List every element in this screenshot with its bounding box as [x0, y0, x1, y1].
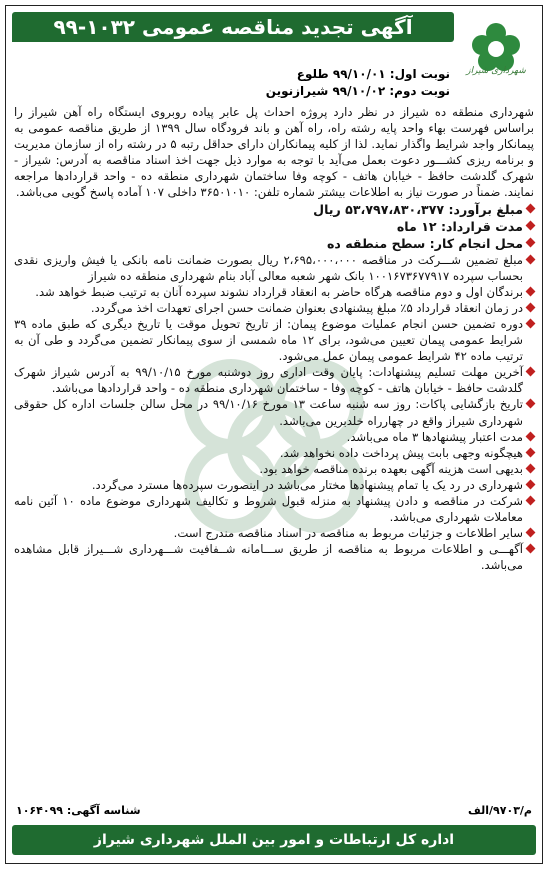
bullet-icon: [526, 399, 536, 409]
list-item: مدت اعتبار پیشنهادها ۳ ماه می‌باشد.: [14, 429, 534, 445]
bullet-icon: [526, 254, 536, 264]
list-item: آخرین مهلت تسلیم پیشنهادات: پایان وقت اداری روز دوشنبه مورخ ۹۹/۱۰/۱۵ به آدرس شیراز شهرک گلدشت حافظ - خیابان هاتف - کوچه وفا - ساختمان شهرداری منطقه ده - واحد قراردادها می‌باشد.: [14, 364, 534, 396]
work-location: محل انجام کار: سطح منطقه ده: [14, 235, 534, 252]
list-item: مبلغ تضمین شـــرکت در مناقصه ۲،۶۹۵،۰۰۰،۰۰۰ ریال بصورت ضمانت نامه بانکی یا فیش واریزی نقدی بحساب سپرده ۱۰۰۱۶۷۳۶۷۷۹۱۷ بانک شهر شعبه معالی آباد بنام شهرداری منطقه ده شیراز: [14, 252, 534, 284]
second-publication: نوبت دوم: ۹۹/۱۰/۰۲ شیرازنوین: [265, 84, 450, 98]
list-item: هیچگونه وجهی بابت پیش پرداخت داده نخواهد شد.: [14, 445, 534, 461]
list-item: برندگان اول و دوم مناقصه هرگاه حاضر به انعقاد قرارداد نشوند سپرده آنان به ترتیب ضبط خواهد شد.: [14, 284, 534, 300]
list-item: در زمان انعقاد قرارداد ۵٪ مبلغ پیشنهادی بعنوان ضمانت حسن اجرای تعهدات اخذ می‌گردد.: [14, 300, 534, 316]
bullet-icon: [526, 463, 536, 473]
notice-title: آگهی تجدید مناقصه عمومی ۱۰۳۲-۹۹: [12, 12, 454, 42]
bullet-icon: [526, 367, 536, 377]
bullet-icon: [526, 544, 536, 554]
bullet-icon: [526, 203, 536, 213]
tender-notice: [5, 5, 543, 864]
bullet-icon: [526, 286, 536, 296]
list-item: شهرداری در رد یک یا تمام پیشنهادها مختار می‌باشد در اینصورت سپرده‌ها مسترد می‌گردد.: [14, 477, 534, 493]
list-item: آگهـــی و اطلاعات مربوط به مناقصه از طریق ســـامانه شــفافیت شـــهرداری شـــیراز قابل مشاهده می‌باشد.: [14, 541, 534, 573]
bullet-icon: [526, 479, 536, 489]
bullet-icon: [526, 496, 536, 506]
list-item: بدیهی است هزینه آگهی بعهده برنده مناقصه خواهد بود.: [14, 461, 534, 477]
list-item: دوره تضمین حسن انجام عملیات موضوع پیمان: از تاریخ تحویل موقت یا تاریخ دیگری که طبق ماده ۳۹ شرایط عمومی پیمان تعیین می‌شود، برای ۱۲ ماه شمسی از سوی پیمانکار تضمین می‌گردد و طی آن به ترتیب ماده ۴۲ شرایط عمومی پیمان عمل می‌شود.: [14, 316, 534, 364]
bullet-icon: [526, 318, 536, 328]
estimate-amount: مبلغ برآورد: ۵۳،۷۹۷،۸۳۰،۳۷۷ ریال: [14, 201, 534, 218]
bullet-icon: [526, 220, 536, 230]
contract-duration: مدت قرارداد: ۱۲ ماه: [14, 218, 534, 235]
list-item: سایر اطلاعات و جزئیات مربوط به مناقصه در اسناد مناقصه مندرج است.: [14, 525, 534, 541]
intro-paragraph: شهرداری منطقه ده شیراز در نظر دارد پروژه احداث پل عابر پیاده روبروی ایستگاه راه آهن شیراز را براساس فهرست بهاء واحد پایه رشته راه، راه آهن و باند فرودگاه سال ۱۳۹۹ از طریق مناقصه عمومی به پیمانکار واجد شرایط واگذار نماید. لذا از کلیه پیمانکاران دارای حداقل رتبه ۵ در رشته راه از سازمان مدیریت و برنامه ریزی کشـــور دعوت بعمل می‌آید با توجه به موارد ذیل جهت اخذ اسناد مناقصه به آدرس: شیراز - شهرک گلدشت حافظ - خیابان هاتف - کوچه وفا ساختمان شهرداری منطقه ده - واحد قراردادها مراجعه نمایند. ضمناً در صورت نیاز به اطلاعات بیشتر شماره تلفن: ۳۶۵۰۱۰۱۰ داخلی ۱۰۷ آماده پاسخ گویی می‌باشد.: [14, 105, 534, 200]
footer-meta: [6, 804, 542, 817]
ad-id: شناسه آگهی: ۱۰۶۴۰۹۹: [16, 804, 141, 817]
bullet-icon: [526, 302, 536, 312]
bullet-icon: [526, 237, 536, 247]
notice-code: م/۹۷۰۳/الف: [468, 804, 532, 817]
bullet-icon: [526, 447, 536, 457]
first-publication: نوبت اول: ۹۹/۱۰/۰۱ طلوع: [296, 67, 450, 81]
notice-body: [6, 100, 542, 573]
footer-banner: اداره کل ارتباطات و امور بین الملل شهرداری شیراز: [12, 825, 536, 855]
logo-caption: شهرداری شیراز: [466, 66, 526, 76]
bullet-icon: [526, 431, 536, 441]
list-item: تاریخ بازگشایی پاکات: روز سه شنبه ساعت ۱۳ مورخ ۹۹/۱۰/۱۶ در محل سالن جلسات اداره کل حقوقی شهرداری شیراز واقع در چهارراه خلدبرین می‌باشد.: [14, 396, 534, 428]
shiraz-municipality-logo-icon: [458, 10, 534, 88]
bullet-icon: [526, 528, 536, 538]
list-item: شرکت در مناقصه و دادن پیشنهاد به منزله قبول شروط و تکالیف شهرداری موضوع ماده ۱۰ آئین نامه معاملات شهرداری می‌باشد.: [14, 493, 534, 525]
